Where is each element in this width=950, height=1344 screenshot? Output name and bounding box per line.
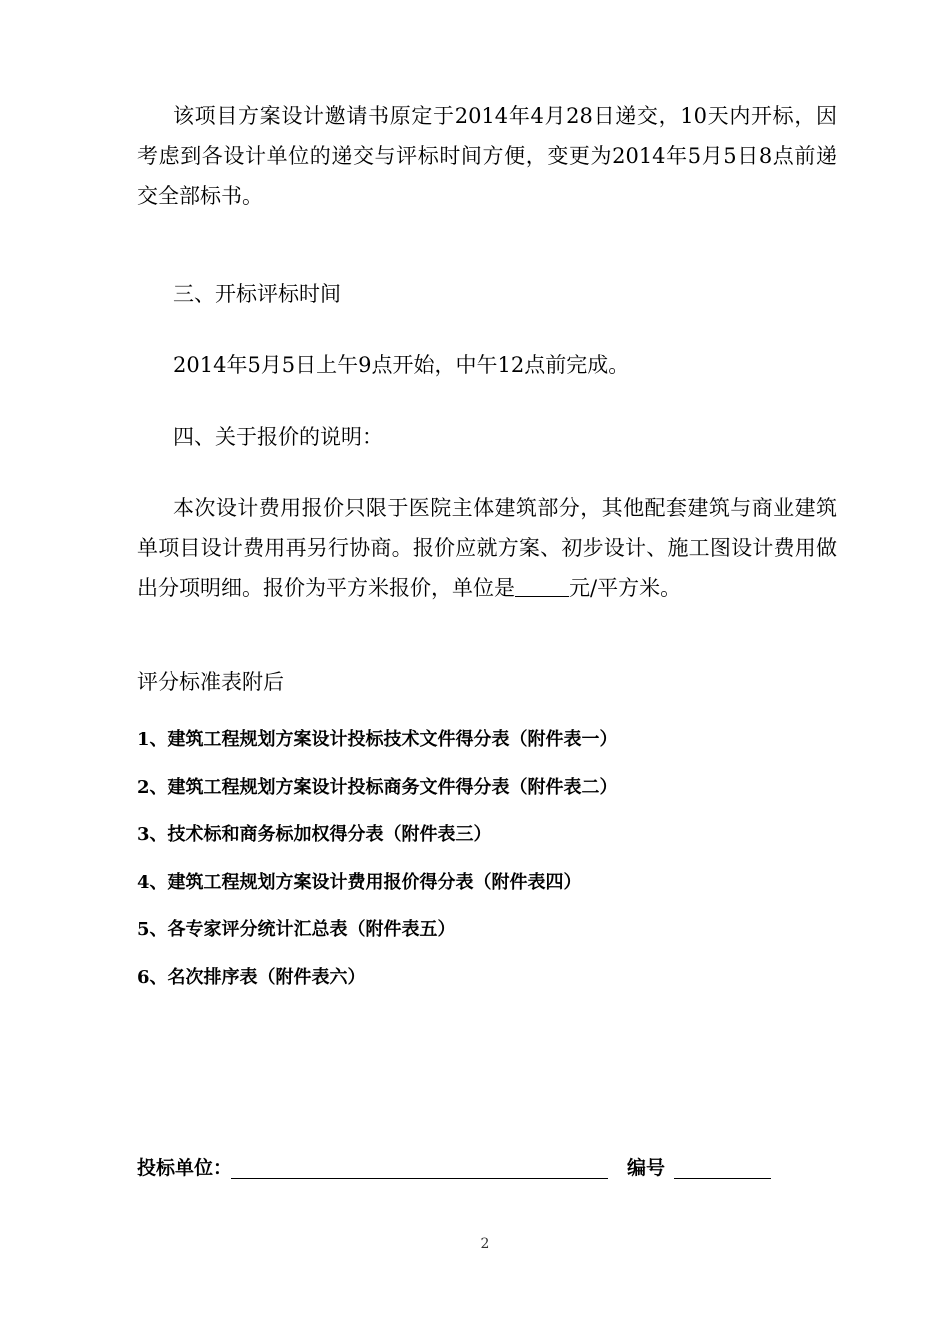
paragraph-submission-change: 该项目方案设计邀请书原定于2014年4月28日递交，10天内开标，因考虑到各设计单位的递交与评标时间方便，变更为2014年5月5日8点前递交全部标书。 <box>137 104 837 208</box>
attachment-item: 4、建筑工程规划方案设计费用报价得分表（附件表四） <box>137 871 582 893</box>
attachment-item: 5、各专家评分统计汇总表（附件表五） <box>137 919 456 940</box>
scoring-note: 评分标准表附后 <box>137 670 284 694</box>
section-heading-bid-opening-time: 三、开标评标时间 <box>173 282 341 306</box>
section-heading-quotation: 四、关于报价的说明： <box>173 425 383 449</box>
attachment-item: 6、名次排序表（附件表六） <box>137 966 366 988</box>
page-number: 2 <box>480 1236 490 1252</box>
signature-block <box>137 1154 777 1184</box>
quotation-unit: 元/平方米。 <box>569 576 682 600</box>
number-blank-line <box>674 1178 771 1179</box>
attachment-item: 3、技术标和商务标加权得分表（附件表三） <box>137 824 492 845</box>
attachment-list <box>137 728 618 1013</box>
bidder-blank-line <box>231 1178 608 1179</box>
unit-price-blank <box>515 576 569 597</box>
attachment-item: 2、建筑工程规划方案设计投标商务文件得分表（附件表二） <box>137 776 618 798</box>
paragraph-quotation-description <box>137 488 837 608</box>
quotation-text: 本次设计费用报价只限于医院主体建筑部分，其他配套建筑与商业建筑单项目设计费用再另行协商。报价应就方案、初步设计、施工图设计费用做出分项明细。报价为平方米报价，单位是 <box>137 496 837 600</box>
paragraph-bid-opening-schedule: 2014年5月5日上午9点开始，中午12点前完成。 <box>173 353 630 377</box>
bidder-label: 投标单位： <box>137 1157 233 1179</box>
number-label: 编号 <box>627 1157 666 1179</box>
attachment-item: 1、建筑工程规划方案设计投标技术文件得分表（附件表一） <box>137 729 618 750</box>
